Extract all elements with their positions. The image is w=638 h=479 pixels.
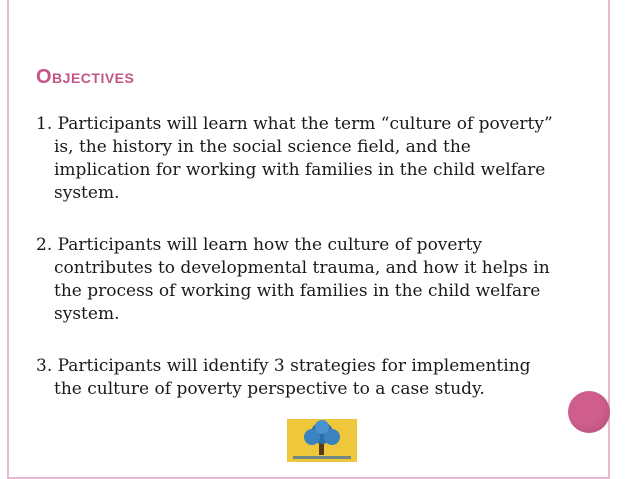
slide-title: Objectives — [36, 66, 135, 88]
objective-item-3: 3. Participants will identify 3 strategies for implementing the culture of poverty perspective to a case study. — [36, 356, 531, 399]
objective-item-2: 2. Participants will learn how the culture of poverty contributes to developmental trauma, and how it helps in the process of working with families in the child welfare system. — [36, 235, 550, 324]
slide-left-border — [7, 0, 9, 479]
tree-logo-icon — [287, 419, 357, 462]
decorative-circle-icon — [568, 391, 610, 433]
objective-item-1: 1. Participants will learn what the term “culture of poverty” is, the history in the social science field, and the implication for working with families in the child welfare system. — [36, 114, 553, 203]
slide-body — [36, 113, 556, 430]
